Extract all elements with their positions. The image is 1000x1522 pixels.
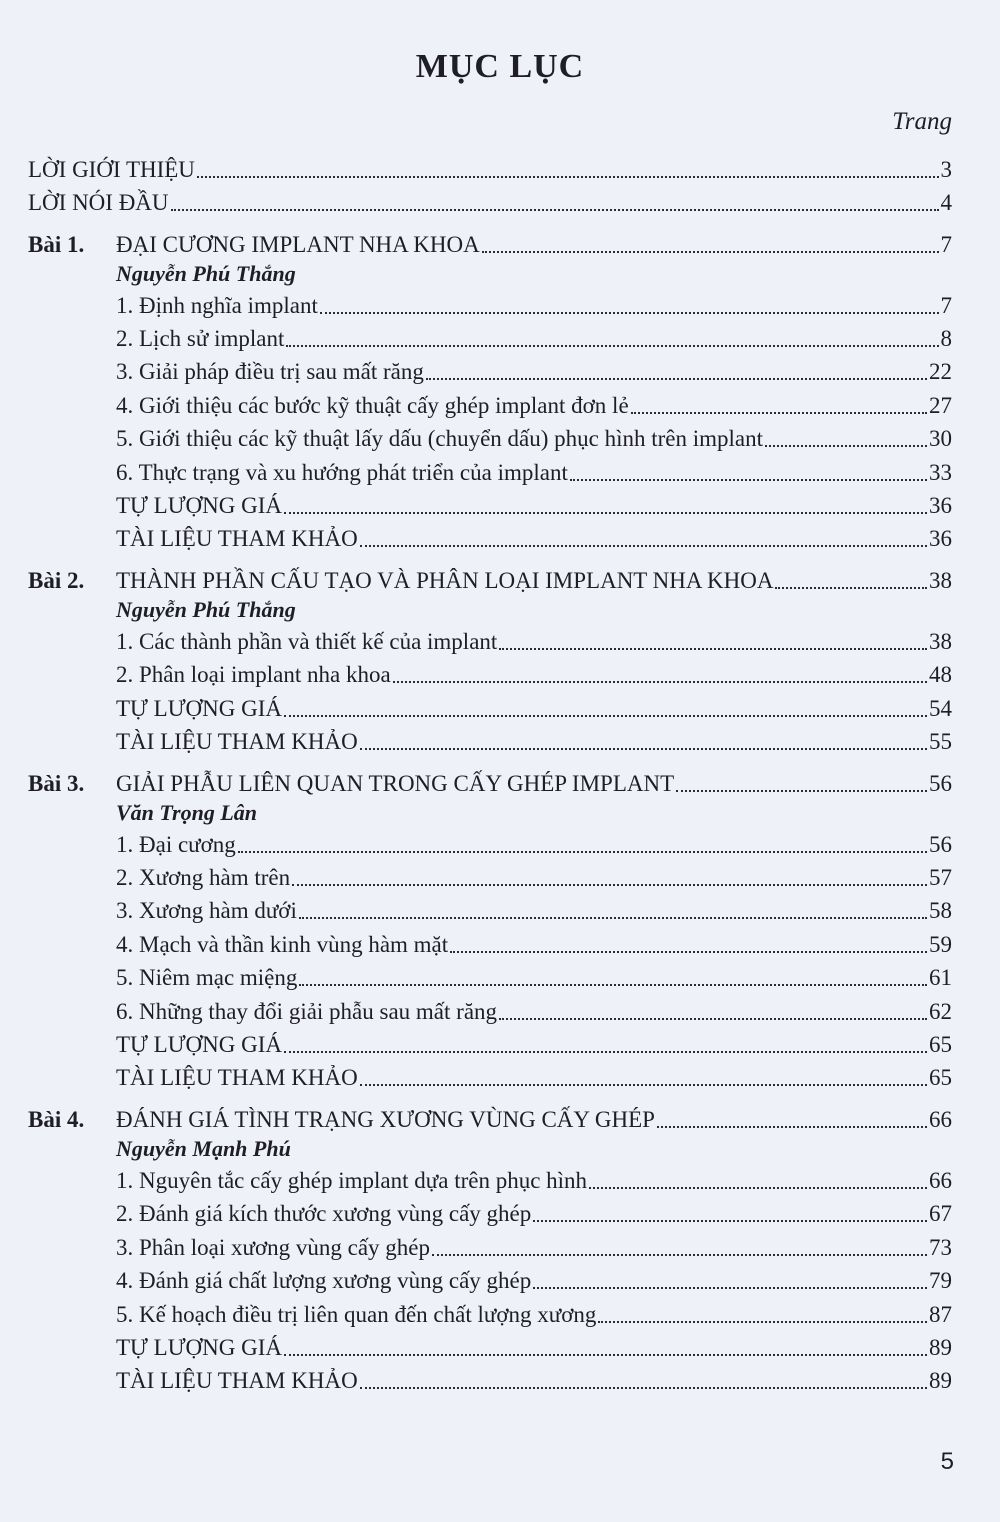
toc-entry: TÀI LIỆU THAM KHẢO 89 <box>116 1368 952 1393</box>
toc-entry: 3. Giải pháp điều trị sau mất răng 22 <box>116 359 952 384</box>
lesson-author: Văn Trọng Lân <box>116 800 258 825</box>
toc-entry: 2. Xương hàm trên 57 <box>116 865 952 890</box>
toc-entry: 5. Niêm mạc miệng 61 <box>116 965 952 990</box>
toc-entry: 3. Xương hàm dưới 58 <box>116 898 952 923</box>
toc-entry: LỜI NÓI ĐẦU 4 <box>28 190 952 215</box>
toc-entry: TỰ LƯỢNG GIÁ 65 <box>116 1032 952 1057</box>
toc-entry: 2. Lịch sử implant 8 <box>116 326 952 351</box>
lesson-heading: ĐÁNH GIÁ TÌNH TRẠNG XƯƠNG VÙNG CẤY GHÉP 66 <box>116 1107 952 1132</box>
page-title: MỤC LỤC <box>415 48 585 85</box>
toc-entry: TÀI LIỆU THAM KHẢO 65 <box>116 1065 952 1090</box>
toc-entry: 5. Giới thiệu các kỹ thuật lấy dấu (chuyển dấu) phục hình trên implant 30 <box>116 426 952 451</box>
toc-entry: TÀI LIỆU THAM KHẢO 55 <box>116 729 952 754</box>
toc-entry: 1. Nguyên tắc cấy ghép implant dựa trên phục hình 66 <box>116 1168 952 1193</box>
lesson-heading: GIẢI PHẪU LIÊN QUAN TRONG CẤY GHÉP IMPLANT 56 <box>116 771 952 796</box>
toc-entry: 6. Thực trạng và xu hướng phát triển của implant 33 <box>116 460 952 485</box>
toc-entry: TỰ LƯỢNG GIÁ 89 <box>116 1335 952 1360</box>
lesson-author: Nguyễn Mạnh Phú <box>116 1136 291 1161</box>
toc-entry: TỰ LƯỢNG GIÁ 36 <box>116 493 952 518</box>
toc-entry: TÀI LIỆU THAM KHẢO 36 <box>116 526 952 551</box>
toc-entry: TỰ LƯỢNG GIÁ 54 <box>116 696 952 721</box>
toc-entry: 4. Mạch và thần kinh vùng hàm mặt 59 <box>116 932 952 957</box>
lesson-heading: THÀNH PHẦN CẤU TẠO VÀ PHÂN LOẠI IMPLANT NHA KHOA 38 <box>116 568 952 593</box>
toc-entry: 6. Những thay đổi giải phẫu sau mất răng 62 <box>116 999 952 1024</box>
toc-entry: 4. Giới thiệu các bước kỹ thuật cấy ghép implant đơn lẻ 27 <box>116 393 952 418</box>
toc-entry: 2. Phân loại implant nha khoa 48 <box>116 662 952 687</box>
page-number: 5 <box>940 1448 954 1475</box>
lesson-number: Bài 2. <box>28 568 85 593</box>
lesson-number: Bài 4. <box>28 1107 85 1132</box>
lesson-author: Nguyễn Phú Thắng <box>116 261 296 286</box>
toc-entry: 2. Đánh giá kích thước xương vùng cấy ghép 67 <box>116 1201 952 1226</box>
lesson-heading: ĐẠI CƯƠNG IMPLANT NHA KHOA 7 <box>116 232 952 257</box>
toc-entry: 1. Các thành phần và thiết kế của implant 38 <box>116 629 952 654</box>
lesson-number: Bài 1. <box>28 232 85 257</box>
toc-entry: 1. Đại cương 56 <box>116 832 952 857</box>
lesson-number: Bài 3. <box>28 771 85 796</box>
toc-entry: 4. Đánh giá chất lượng xương vùng cấy ghép 79 <box>116 1268 952 1293</box>
lesson-author: Nguyễn Phú Thắng <box>116 597 296 622</box>
toc-entry: LỜI GIỚI THIỆU 3 <box>28 157 952 182</box>
toc-entry: 3. Phân loại xương vùng cấy ghép 73 <box>116 1235 952 1260</box>
page-column-header: Trang <box>892 108 952 135</box>
toc-entry: 1. Định nghĩa implant 7 <box>116 293 952 318</box>
toc-entry: 5. Kế hoạch điều trị liên quan đến chất lượng xương 87 <box>116 1302 952 1327</box>
